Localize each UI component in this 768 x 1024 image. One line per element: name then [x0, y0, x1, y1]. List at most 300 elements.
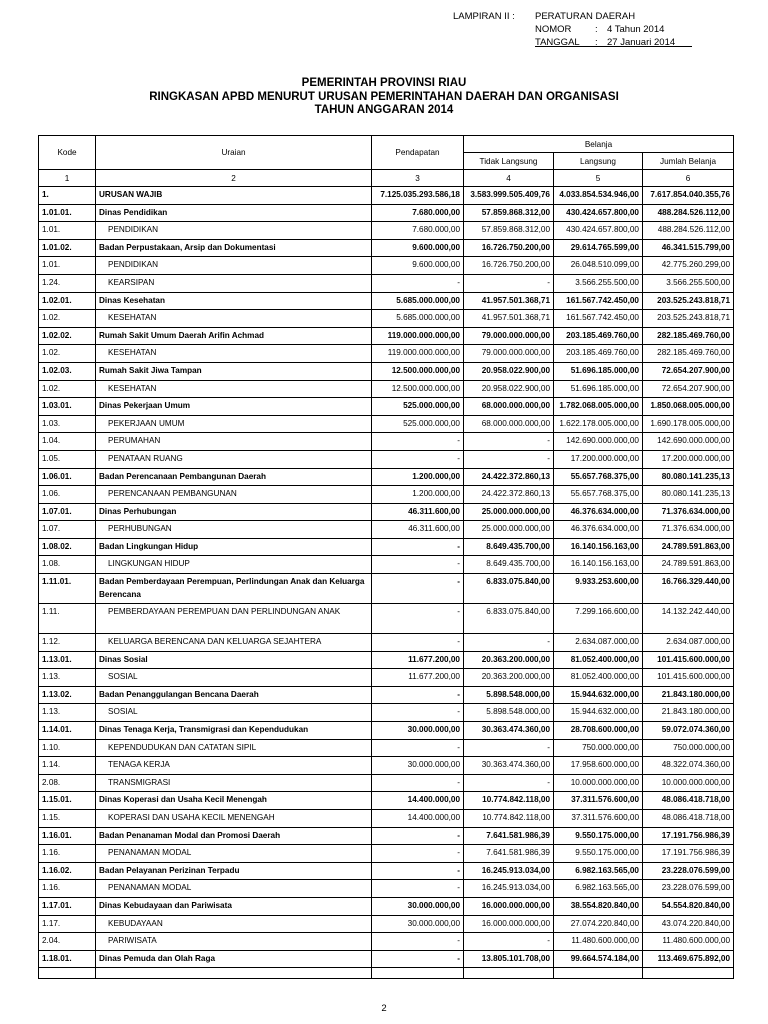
- cell-tidak-langsung: 7.641.581.986,39: [464, 827, 554, 845]
- cell-jumlah-belanja: 48.086.418.718,00: [643, 810, 734, 828]
- cell-kode: 1.01.: [39, 222, 96, 240]
- table-row: [39, 538, 734, 556]
- table-row: [39, 274, 734, 292]
- cell-langsung: 29.614.765.599,00: [554, 239, 643, 257]
- document-title: [0, 77, 768, 118]
- header-jumlah-belanja: Jumlah Belanja: [643, 153, 734, 170]
- cell-kode: 1.13.: [39, 669, 96, 687]
- cell-uraian: PERENCANAAN PEMBANGUNAN: [96, 486, 372, 504]
- cell-tidak-langsung: 30.363.474.360,00: [464, 722, 554, 740]
- cell-tidak-langsung: 30.363.474.360,00: [464, 757, 554, 775]
- table-row: [39, 757, 734, 775]
- cell-pendapatan: 1.200.000,00: [372, 486, 464, 504]
- cell-langsung: 6.982.163.565,00: [554, 862, 643, 880]
- cell-uraian: Dinas Sosial: [96, 651, 372, 669]
- nomor-label: NOMOR: [535, 24, 572, 35]
- cell-tidak-langsung: 5.898.548.000,00: [464, 704, 554, 722]
- cell-pendapatan: -: [372, 538, 464, 556]
- table-row: [39, 486, 734, 504]
- cell-uraian: PENATAAN RUANG: [96, 450, 372, 468]
- cell-tidak-langsung: 6.833.075.840,00: [464, 574, 554, 604]
- cell-kode: 1.03.: [39, 415, 96, 433]
- cell-tidak-langsung: 20.363.200.000,00: [464, 651, 554, 669]
- table-row: [39, 915, 734, 933]
- cell-jumlah-belanja: 16.766.329.440,00: [643, 574, 734, 604]
- cell-kode: 1.12.: [39, 634, 96, 652]
- header-pendapatan: Pendapatan: [372, 136, 464, 170]
- cell-langsung: 9.550.175.000,00: [554, 827, 643, 845]
- cell-tidak-langsung: 25.000.000.000,00: [464, 503, 554, 521]
- cell-kode: 1.14.: [39, 757, 96, 775]
- cell-pendapatan: -: [372, 774, 464, 792]
- cell-langsung: 430.424.657.800,00: [554, 204, 643, 222]
- cell-langsung: 9.550.175.000,00: [554, 845, 643, 863]
- table-row: [39, 669, 734, 687]
- cell-kode: 1.16.01.: [39, 827, 96, 845]
- cell-jumlah-belanja: 2.634.087.000,00: [643, 634, 734, 652]
- header-tidak-langsung: Tidak Langsung: [464, 153, 554, 170]
- cell-tidak-langsung: 20.958.022.900,00: [464, 380, 554, 398]
- cell-langsung: 38.554.820.840,00: [554, 897, 643, 915]
- cell-pendapatan: 119.000.000.000,00: [372, 345, 464, 363]
- cell-langsung: 51.696.185.000,00: [554, 362, 643, 380]
- cell-tidak-langsung: -: [464, 450, 554, 468]
- table-row: [39, 415, 734, 433]
- cell-pendapatan: 9.600.000,00: [372, 239, 464, 257]
- col-number: 3: [372, 170, 464, 187]
- cell-kode: 1.01.02.: [39, 239, 96, 257]
- lampiran-label: LAMPIRAN II :: [453, 11, 515, 22]
- cell-kode: 1.06.01.: [39, 468, 96, 486]
- cell-tidak-langsung: 8.649.435.700,00: [464, 556, 554, 574]
- cell-kode: 1.01.: [39, 257, 96, 275]
- cell-kode: 1.14.01.: [39, 722, 96, 740]
- cell-kode: 1.24.: [39, 274, 96, 292]
- cell-pendapatan: 5.685.000.000,00: [372, 310, 464, 328]
- cell-jumlah-belanja: 72.654.207.900,00: [643, 362, 734, 380]
- table-row: [39, 792, 734, 810]
- cell-tidak-langsung: 10.774.842.118,00: [464, 810, 554, 828]
- cell-langsung: 203.185.469.760,00: [554, 345, 643, 363]
- cell-pendapatan: -: [372, 845, 464, 863]
- table-row: [39, 292, 734, 310]
- cell-pendapatan: 14.400.000,00: [372, 792, 464, 810]
- cell-uraian: SOSIAL: [96, 704, 372, 722]
- cell-pendapatan: 9.600.000,00: [372, 257, 464, 275]
- empty-cell: [643, 968, 734, 979]
- cell-tidak-langsung: 24.422.372.860,13: [464, 468, 554, 486]
- cell-tidak-langsung: 13.805.101.708,00: [464, 950, 554, 968]
- cell-kode: 1.02.01.: [39, 292, 96, 310]
- cell-jumlah-belanja: 48.322.074.360,00: [643, 757, 734, 775]
- cell-langsung: 27.074.220.840,00: [554, 915, 643, 933]
- cell-pendapatan: 119.000.000.000,00: [372, 327, 464, 345]
- table-row: [39, 468, 734, 486]
- nomor-value: 4 Tahun 2014: [607, 24, 665, 35]
- cell-kode: 1.02.03.: [39, 362, 96, 380]
- cell-uraian: PARIWISATA: [96, 933, 372, 951]
- cell-jumlah-belanja: 59.072.074.360,00: [643, 722, 734, 740]
- table-row: [39, 310, 734, 328]
- col-number: 5: [554, 170, 643, 187]
- cell-langsung: 81.052.400.000,00: [554, 651, 643, 669]
- cell-jumlah-belanja: 488.284.526.112,00: [643, 204, 734, 222]
- cell-jumlah-belanja: 54.554.820.840,00: [643, 897, 734, 915]
- table-row: [39, 450, 734, 468]
- cell-uraian: KESEHATAN: [96, 380, 372, 398]
- cell-kode: 1.07.: [39, 521, 96, 539]
- cell-jumlah-belanja: 488.284.526.112,00: [643, 222, 734, 240]
- cell-uraian: Dinas Pemuda dan Olah Raga: [96, 950, 372, 968]
- cell-uraian: PENDIDIKAN: [96, 222, 372, 240]
- table-row: [39, 398, 734, 416]
- cell-pendapatan: -: [372, 880, 464, 898]
- cell-langsung: 2.634.087.000,00: [554, 634, 643, 652]
- cell-langsung: 55.657.768.375,00: [554, 468, 643, 486]
- cell-jumlah-belanja: 80.080.141.235,13: [643, 486, 734, 504]
- cell-kode: 1.06.: [39, 486, 96, 504]
- cell-jumlah-belanja: 72.654.207.900,00: [643, 380, 734, 398]
- cell-langsung: 51.696.185.000,00: [554, 380, 643, 398]
- cell-langsung: 17.958.600.000,00: [554, 757, 643, 775]
- cell-kode: 1.10.: [39, 739, 96, 757]
- nomor-line: [535, 23, 675, 36]
- table-row: [39, 634, 734, 652]
- cell-langsung: 161.567.742.450,00: [554, 310, 643, 328]
- cell-tidak-langsung: 79.000.000.000,00: [464, 345, 554, 363]
- table-row: [39, 362, 734, 380]
- cell-langsung: 16.140.156.163,00: [554, 538, 643, 556]
- cell-langsung: 203.185.469.760,00: [554, 327, 643, 345]
- cell-uraian: KELUARGA BERENCANA DAN KELUARGA SEJAHTERA: [96, 634, 372, 652]
- cell-jumlah-belanja: 14.132.242.440,00: [643, 604, 734, 634]
- table-row: [39, 556, 734, 574]
- cell-uraian: KESEHATAN: [96, 345, 372, 363]
- cell-uraian: KEPENDUDUKAN DAN CATATAN SIPIL: [96, 739, 372, 757]
- cell-kode: 1.02.: [39, 345, 96, 363]
- table-row: [39, 503, 734, 521]
- cell-tidak-langsung: 24.422.372.860,13: [464, 486, 554, 504]
- cell-jumlah-belanja: 17.191.756.986,39: [643, 827, 734, 845]
- cell-langsung: 99.664.574.184,00: [554, 950, 643, 968]
- empty-cell: [372, 968, 464, 979]
- cell-uraian: SOSIAL: [96, 669, 372, 687]
- cell-pendapatan: -: [372, 634, 464, 652]
- cell-tidak-langsung: -: [464, 774, 554, 792]
- cell-kode: 1.11.: [39, 604, 96, 634]
- cell-langsung: 7.299.166.600,00: [554, 604, 643, 634]
- cell-kode: 1.08.02.: [39, 538, 96, 556]
- cell-tidak-langsung: 7.641.581.986,39: [464, 845, 554, 863]
- cell-tidak-langsung: 20.958.022.900,00: [464, 362, 554, 380]
- cell-jumlah-belanja: 80.080.141.235,13: [643, 468, 734, 486]
- table-row: [39, 810, 734, 828]
- cell-jumlah-belanja: 23.228.076.599,00: [643, 880, 734, 898]
- cell-kode: 1.01.01.: [39, 204, 96, 222]
- table-row: [39, 722, 734, 740]
- nomor-colon: :: [595, 24, 598, 35]
- cell-pendapatan: -: [372, 686, 464, 704]
- apbd-table: [38, 135, 734, 979]
- cell-tidak-langsung: -: [464, 739, 554, 757]
- cell-uraian: PENDIDIKAN: [96, 257, 372, 275]
- cell-pendapatan: 12.500.000.000,00: [372, 362, 464, 380]
- cell-jumlah-belanja: 203.525.243.818,71: [643, 310, 734, 328]
- cell-jumlah-belanja: 24.789.591.863,00: [643, 538, 734, 556]
- cell-jumlah-belanja: 17.191.756.986,39: [643, 845, 734, 863]
- table-row: [39, 950, 734, 968]
- cell-kode: 1.18.01.: [39, 950, 96, 968]
- cell-jumlah-belanja: 3.566.255.500,00: [643, 274, 734, 292]
- table-row-empty: [39, 968, 734, 979]
- cell-uraian: PENANAMAN MODAL: [96, 845, 372, 863]
- cell-tidak-langsung: 68.000.000.000,00: [464, 398, 554, 416]
- tanggal-value: 27 Januari 2014: [607, 37, 676, 48]
- col-number: 2: [96, 170, 372, 187]
- cell-pendapatan: -: [372, 739, 464, 757]
- cell-jumlah-belanja: 43.074.220.840,00: [643, 915, 734, 933]
- table-row: [39, 327, 734, 345]
- cell-pendapatan: -: [372, 704, 464, 722]
- cell-kode: 1.16.: [39, 880, 96, 898]
- cell-langsung: 15.944.632.000,00: [554, 704, 643, 722]
- table-row: [39, 739, 734, 757]
- cell-kode: 1.16.02.: [39, 862, 96, 880]
- cell-jumlah-belanja: 42.775.260.299,00: [643, 257, 734, 275]
- cell-tidak-langsung: 6.833.075.840,00: [464, 604, 554, 634]
- cell-tidak-langsung: -: [464, 274, 554, 292]
- cell-uraian: Dinas Pendidikan: [96, 204, 372, 222]
- cell-tidak-langsung: 3.583.999.505.409,76: [464, 187, 554, 205]
- table-row: [39, 521, 734, 539]
- cell-pendapatan: -: [372, 574, 464, 604]
- cell-jumlah-belanja: 71.376.634.000,00: [643, 521, 734, 539]
- cell-uraian: TRANSMIGRASI: [96, 774, 372, 792]
- table-row: [39, 204, 734, 222]
- cell-tidak-langsung: 68.000.000.000,00: [464, 415, 554, 433]
- cell-pendapatan: 7.125.035.293.586,18: [372, 187, 464, 205]
- cell-jumlah-belanja: 21.843.180.000,00: [643, 704, 734, 722]
- cell-uraian: Dinas Pekerjaan Umum: [96, 398, 372, 416]
- cell-kode: 1.17.01.: [39, 897, 96, 915]
- cell-langsung: 750.000.000,00: [554, 739, 643, 757]
- cell-tidak-langsung: 16.000.000.000,00: [464, 915, 554, 933]
- cell-kode: 1.07.01.: [39, 503, 96, 521]
- header-uraian: Uraian: [96, 136, 372, 170]
- cell-langsung: 6.982.163.565,00: [554, 880, 643, 898]
- cell-langsung: 142.690.000.000,00: [554, 433, 643, 451]
- cell-pendapatan: 46.311.600,00: [372, 503, 464, 521]
- cell-uraian: LINGKUNGAN HIDUP: [96, 556, 372, 574]
- cell-langsung: 9.933.253.600,00: [554, 574, 643, 604]
- cell-pendapatan: 30.000.000,00: [372, 722, 464, 740]
- cell-jumlah-belanja: 24.789.591.863,00: [643, 556, 734, 574]
- cell-pendapatan: 46.311.600,00: [372, 521, 464, 539]
- cell-kode: 1.15.01.: [39, 792, 96, 810]
- cell-tidak-langsung: -: [464, 933, 554, 951]
- header-belanja: Belanja: [464, 136, 734, 153]
- cell-langsung: 10.000.000.000,00: [554, 774, 643, 792]
- tanggal-label: TANGGAL: [535, 37, 580, 48]
- table-row: [39, 604, 734, 634]
- cell-langsung: 16.140.156.163,00: [554, 556, 643, 574]
- cell-pendapatan: -: [372, 556, 464, 574]
- cell-jumlah-belanja: 203.525.243.818,71: [643, 292, 734, 310]
- tanggal-colon: :: [595, 37, 598, 48]
- cell-pendapatan: -: [372, 950, 464, 968]
- cell-pendapatan: 30.000.000,00: [372, 897, 464, 915]
- col-number: 6: [643, 170, 734, 187]
- cell-pendapatan: -: [372, 274, 464, 292]
- lampiran-underline: [535, 46, 692, 47]
- cell-langsung: 37.311.576.600,00: [554, 810, 643, 828]
- cell-kode: 1.05.: [39, 450, 96, 468]
- cell-tidak-langsung: 16.245.913.034,00: [464, 880, 554, 898]
- table-row: [39, 187, 734, 205]
- table-row: [39, 933, 734, 951]
- cell-uraian: Badan Pemberdayaan Perempuan, Perlindungan Anak dan Keluarga Berencana: [96, 574, 372, 604]
- cell-tidak-langsung: -: [464, 634, 554, 652]
- cell-jumlah-belanja: 101.415.600.000,00: [643, 651, 734, 669]
- cell-pendapatan: 525.000.000,00: [372, 415, 464, 433]
- cell-tidak-langsung: -: [464, 433, 554, 451]
- header-kode: Kode: [39, 136, 96, 170]
- cell-langsung: 1.622.178.005.000,00: [554, 415, 643, 433]
- tanggal-line: [535, 36, 675, 49]
- cell-jumlah-belanja: 17.200.000.000,00: [643, 450, 734, 468]
- cell-pendapatan: 30.000.000,00: [372, 757, 464, 775]
- cell-tidak-langsung: 10.774.842.118,00: [464, 792, 554, 810]
- table-row: [39, 651, 734, 669]
- table-row: [39, 880, 734, 898]
- table-row: [39, 862, 734, 880]
- table-row: [39, 704, 734, 722]
- cell-kode: 1.08.: [39, 556, 96, 574]
- cell-tidak-langsung: 57.859.868.312,00: [464, 204, 554, 222]
- cell-kode: 1.15.: [39, 810, 96, 828]
- cell-uraian: URUSAN WAJIB: [96, 187, 372, 205]
- cell-langsung: 430.424.657.800,00: [554, 222, 643, 240]
- page-number: 2: [381, 1003, 387, 1014]
- cell-uraian: TENAGA KERJA: [96, 757, 372, 775]
- cell-pendapatan: 525.000.000,00: [372, 398, 464, 416]
- cell-kode: 2.08.: [39, 774, 96, 792]
- cell-kode: 1.13.: [39, 704, 96, 722]
- cell-uraian: Badan Pelayanan Perizinan Terpadu: [96, 862, 372, 880]
- table-row: [39, 433, 734, 451]
- table-header: [39, 136, 734, 187]
- cell-pendapatan: -: [372, 604, 464, 634]
- cell-pendapatan: -: [372, 827, 464, 845]
- cell-pendapatan: -: [372, 933, 464, 951]
- cell-jumlah-belanja: 101.415.600.000,00: [643, 669, 734, 687]
- header-langsung: Langsung: [554, 153, 643, 170]
- cell-kode: 1.16.: [39, 845, 96, 863]
- col-number: 1: [39, 170, 96, 187]
- cell-jumlah-belanja: 282.185.469.760,00: [643, 327, 734, 345]
- cell-kode: 2.04.: [39, 933, 96, 951]
- cell-uraian: PERUMAHAN: [96, 433, 372, 451]
- cell-uraian: Dinas Perhubungan: [96, 503, 372, 521]
- cell-kode: 1.13.02.: [39, 686, 96, 704]
- cell-langsung: 37.311.576.600,00: [554, 792, 643, 810]
- cell-jumlah-belanja: 113.469.675.892,00: [643, 950, 734, 968]
- table-row: [39, 222, 734, 240]
- cell-uraian: Dinas Tenaga Kerja, Transmigrasi dan Kependudukan: [96, 722, 372, 740]
- cell-tidak-langsung: 8.649.435.700,00: [464, 538, 554, 556]
- cell-jumlah-belanja: 23.228.076.599,00: [643, 862, 734, 880]
- cell-langsung: 81.052.400.000,00: [554, 669, 643, 687]
- cell-langsung: 1.782.068.005.000,00: [554, 398, 643, 416]
- cell-pendapatan: -: [372, 862, 464, 880]
- cell-uraian: Dinas Kesehatan: [96, 292, 372, 310]
- cell-jumlah-belanja: 11.480.600.000,00: [643, 933, 734, 951]
- cell-uraian: Badan Perpustakaan, Arsip dan Dokumentasi: [96, 239, 372, 257]
- cell-kode: 1.: [39, 187, 96, 205]
- cell-tidak-langsung: 25.000.000.000,00: [464, 521, 554, 539]
- cell-uraian: Badan Penanggulangan Bencana Daerah: [96, 686, 372, 704]
- cell-tidak-langsung: 41.957.501.368,71: [464, 292, 554, 310]
- table-row: [39, 845, 734, 863]
- lampiran-line: [453, 10, 675, 23]
- table-row: [39, 897, 734, 915]
- cell-uraian: Badan Lingkungan Hidup: [96, 538, 372, 556]
- cell-uraian: KESEHATAN: [96, 310, 372, 328]
- cell-pendapatan: 7.680.000,00: [372, 204, 464, 222]
- cell-kode: 1.02.: [39, 310, 96, 328]
- cell-jumlah-belanja: 21.843.180.000,00: [643, 686, 734, 704]
- cell-langsung: 3.566.255.500,00: [554, 274, 643, 292]
- cell-tidak-langsung: 16.000.000.000,00: [464, 897, 554, 915]
- cell-pendapatan: 5.685.000.000,00: [372, 292, 464, 310]
- cell-pendapatan: 7.680.000,00: [372, 222, 464, 240]
- cell-jumlah-belanja: 71.376.634.000,00: [643, 503, 734, 521]
- cell-pendapatan: 1.200.000,00: [372, 468, 464, 486]
- empty-cell: [39, 968, 96, 979]
- cell-tidak-langsung: 5.898.548.000,00: [464, 686, 554, 704]
- title-line-2: RINGKASAN APBD MENURUT URUSAN PEMERINTAHAN DAERAH DAN ORGANISASI: [149, 90, 619, 103]
- cell-kode: 1.03.01.: [39, 398, 96, 416]
- cell-jumlah-belanja: 1.690.178.005.000,00: [643, 415, 734, 433]
- cell-jumlah-belanja: 48.086.418.718,00: [643, 792, 734, 810]
- table-row: [39, 827, 734, 845]
- cell-pendapatan: 11.677.200,00: [372, 669, 464, 687]
- cell-uraian: Dinas Koperasi dan Usaha Kecil Menengah: [96, 792, 372, 810]
- cell-langsung: 26.048.510.099,00: [554, 257, 643, 275]
- table-row: [39, 345, 734, 363]
- cell-langsung: 11.480.600.000,00: [554, 933, 643, 951]
- cell-langsung: 17.200.000.000,00: [554, 450, 643, 468]
- cell-kode: 1.17.: [39, 915, 96, 933]
- cell-uraian: Badan Penanaman Modal dan Promosi Daerah: [96, 827, 372, 845]
- cell-langsung: 4.033.854.534.946,00: [554, 187, 643, 205]
- cell-langsung: 55.657.768.375,00: [554, 486, 643, 504]
- table-row: [39, 239, 734, 257]
- cell-tidak-langsung: 16.245.913.034,00: [464, 862, 554, 880]
- cell-jumlah-belanja: 282.185.469.760,00: [643, 345, 734, 363]
- title-line-1: PEMERINTAH PROVINSI RIAU: [301, 77, 467, 89]
- cell-jumlah-belanja: 46.341.515.799,00: [643, 239, 734, 257]
- cell-jumlah-belanja: 1.850.068.005.000,00: [643, 398, 734, 416]
- cell-uraian: PEMBERDAYAAN PEREMPUAN DAN PERLINDUNGAN ANAK: [96, 604, 372, 634]
- title-line-3: TAHUN ANGGARAN 2014: [314, 104, 454, 116]
- cell-tidak-langsung: 41.957.501.368,71: [464, 310, 554, 328]
- cell-uraian: KOPERASI DAN USAHA KECIL MENENGAH: [96, 810, 372, 828]
- table-row: [39, 257, 734, 275]
- empty-cell: [96, 968, 372, 979]
- cell-tidak-langsung: 16.726.750.200,00: [464, 257, 554, 275]
- cell-pendapatan: 11.677.200,00: [372, 651, 464, 669]
